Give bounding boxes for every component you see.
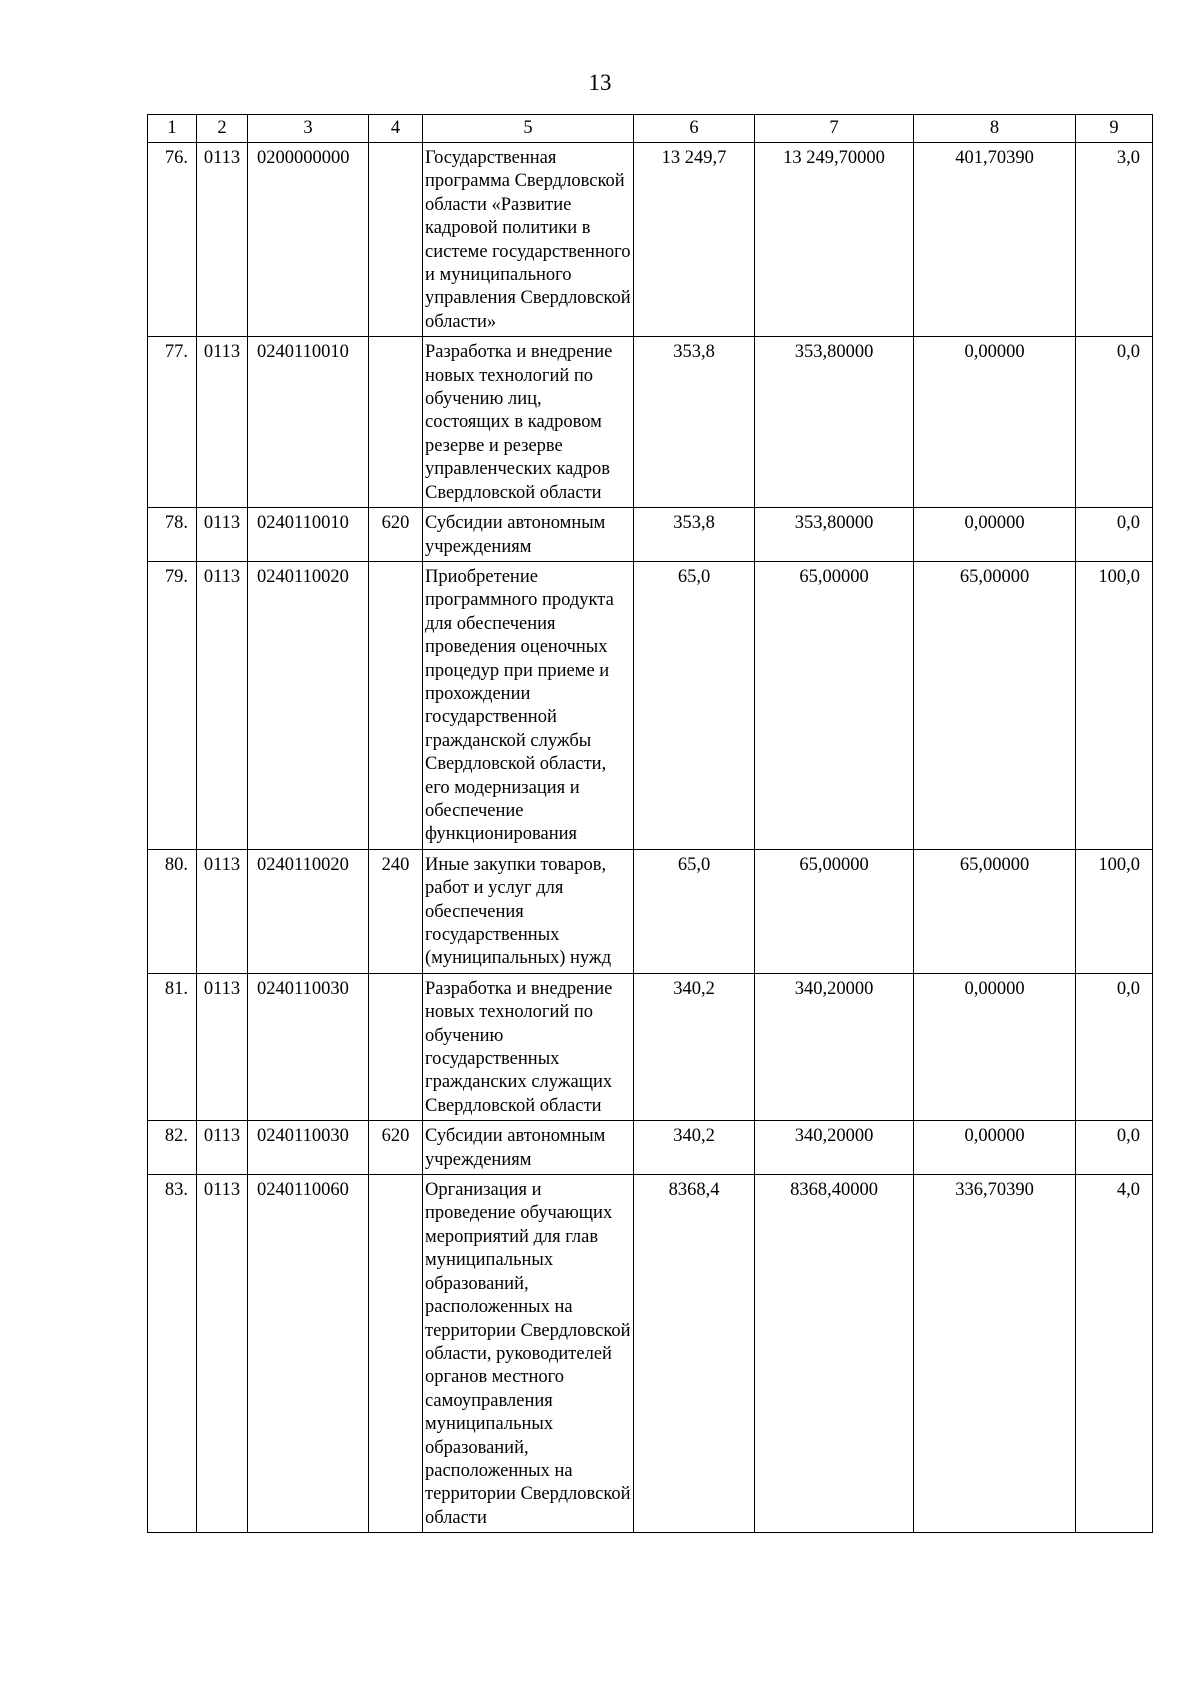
column-header: 7 [755, 115, 914, 143]
target-article-cell: 0240110030 [248, 1121, 369, 1175]
section-code-cell: 0113 [197, 1175, 248, 1533]
row-number-cell: 76. [148, 143, 197, 337]
value-col8-cell: 0,00000 [914, 1121, 1076, 1175]
value-col7-cell: 353,80000 [755, 508, 914, 562]
value-col6-cell: 340,2 [634, 973, 755, 1120]
value-col8-cell: 65,00000 [914, 561, 1076, 849]
column-header: 3 [248, 115, 369, 143]
item-name-cell: Иные закупки товаров, работ и услуг для обеспечения государственных (муниципальных) нужд [423, 849, 634, 973]
column-header: 5 [423, 115, 634, 143]
section-code-cell: 0113 [197, 1121, 248, 1175]
expense-type-cell [369, 143, 423, 337]
target-article-cell: 0200000000 [248, 143, 369, 337]
expense-type-cell [369, 1175, 423, 1533]
budget-table [147, 114, 1153, 1533]
value-col9-cell: 100,0 [1076, 849, 1153, 973]
page-number: 13 [588, 70, 612, 95]
table-row [148, 1121, 1153, 1175]
value-col8-cell: 336,70390 [914, 1175, 1076, 1533]
value-col8-cell: 401,70390 [914, 143, 1076, 337]
value-col6-cell: 353,8 [634, 508, 755, 562]
table-row [148, 508, 1153, 562]
row-number-cell: 81. [148, 973, 197, 1120]
target-article-cell: 0240110020 [248, 561, 369, 849]
expense-type-cell: 240 [369, 849, 423, 973]
value-col7-cell: 340,20000 [755, 973, 914, 1120]
value-col8-cell: 0,00000 [914, 337, 1076, 508]
value-col6-cell: 65,0 [634, 849, 755, 973]
item-name-cell: Субсидии автономным учреждениям [423, 508, 634, 562]
item-name-cell: Государственная программа Свердловской области «Развитие кадровой политики в системе государственного и муниципального управления Свердловской области» [423, 143, 634, 337]
expense-type-cell: 620 [369, 1121, 423, 1175]
item-name-cell: Разработка и внедрение новых технологий по обучению государственных гражданских служащих Свердловской области [423, 973, 634, 1120]
table-header-row [148, 115, 1153, 143]
value-col6-cell: 8368,4 [634, 1175, 755, 1533]
target-article-cell: 0240110030 [248, 973, 369, 1120]
value-col9-cell: 100,0 [1076, 561, 1153, 849]
item-name-cell: Приобретение программного продукта для обеспечения проведения оценочных процедур при приеме и прохождении государственной гражданской службы Свердловской области, его модернизация и обеспечение функционирования [423, 561, 634, 849]
section-code-cell: 0113 [197, 561, 248, 849]
value-col6-cell: 65,0 [634, 561, 755, 849]
target-article-cell: 0240110060 [248, 1175, 369, 1533]
column-header: 4 [369, 115, 423, 143]
table-row [148, 973, 1153, 1120]
target-article-cell: 0240110020 [248, 849, 369, 973]
item-name-cell: Организация и проведение обучающих мероприятий для глав муниципальных образований, расположенных на территории Свердловской области, руководителей органов местного самоуправления муниципальных образований, расположенных на территории Свердловской области [423, 1175, 634, 1533]
value-col8-cell: 0,00000 [914, 973, 1076, 1120]
column-header: 8 [914, 115, 1076, 143]
row-number-cell: 77. [148, 337, 197, 508]
column-header: 2 [197, 115, 248, 143]
item-name-cell: Разработка и внедрение новых технологий по обучению лиц, состоящих в кадровом резерве и резерве управленческих кадров Свердловской области [423, 337, 634, 508]
section-code-cell: 0113 [197, 973, 248, 1120]
value-col6-cell: 353,8 [634, 337, 755, 508]
table-row [148, 849, 1153, 973]
value-col7-cell: 65,00000 [755, 849, 914, 973]
row-number-cell: 83. [148, 1175, 197, 1533]
table-row [148, 1175, 1153, 1533]
value-col7-cell: 8368,40000 [755, 1175, 914, 1533]
target-article-cell: 0240110010 [248, 508, 369, 562]
expense-type-cell [369, 337, 423, 508]
value-col7-cell: 65,00000 [755, 561, 914, 849]
value-col7-cell: 340,20000 [755, 1121, 914, 1175]
value-col8-cell: 65,00000 [914, 849, 1076, 973]
column-header: 1 [148, 115, 197, 143]
value-col9-cell: 3,0 [1076, 143, 1153, 337]
value-col9-cell: 0,0 [1076, 337, 1153, 508]
column-header: 9 [1076, 115, 1153, 143]
value-col7-cell: 13 249,70000 [755, 143, 914, 337]
value-col9-cell: 0,0 [1076, 1121, 1153, 1175]
expense-type-cell: 620 [369, 508, 423, 562]
section-code-cell: 0113 [197, 337, 248, 508]
expense-type-cell [369, 973, 423, 1120]
table-row [148, 561, 1153, 849]
row-number-cell: 82. [148, 1121, 197, 1175]
row-number-cell: 80. [148, 849, 197, 973]
row-number-cell: 78. [148, 508, 197, 562]
section-code-cell: 0113 [197, 143, 248, 337]
value-col9-cell: 0,0 [1076, 508, 1153, 562]
table-row [148, 337, 1153, 508]
table-row [148, 143, 1153, 337]
section-code-cell: 0113 [197, 849, 248, 973]
section-code-cell: 0113 [197, 508, 248, 562]
value-col8-cell: 0,00000 [914, 508, 1076, 562]
column-header: 6 [634, 115, 755, 143]
value-col9-cell: 0,0 [1076, 973, 1153, 1120]
expense-type-cell [369, 561, 423, 849]
value-col7-cell: 353,80000 [755, 337, 914, 508]
row-number-cell: 79. [148, 561, 197, 849]
item-name-cell: Субсидии автономным учреждениям [423, 1121, 634, 1175]
value-col6-cell: 340,2 [634, 1121, 755, 1175]
target-article-cell: 0240110010 [248, 337, 369, 508]
value-col9-cell: 4,0 [1076, 1175, 1153, 1533]
value-col6-cell: 13 249,7 [634, 143, 755, 337]
